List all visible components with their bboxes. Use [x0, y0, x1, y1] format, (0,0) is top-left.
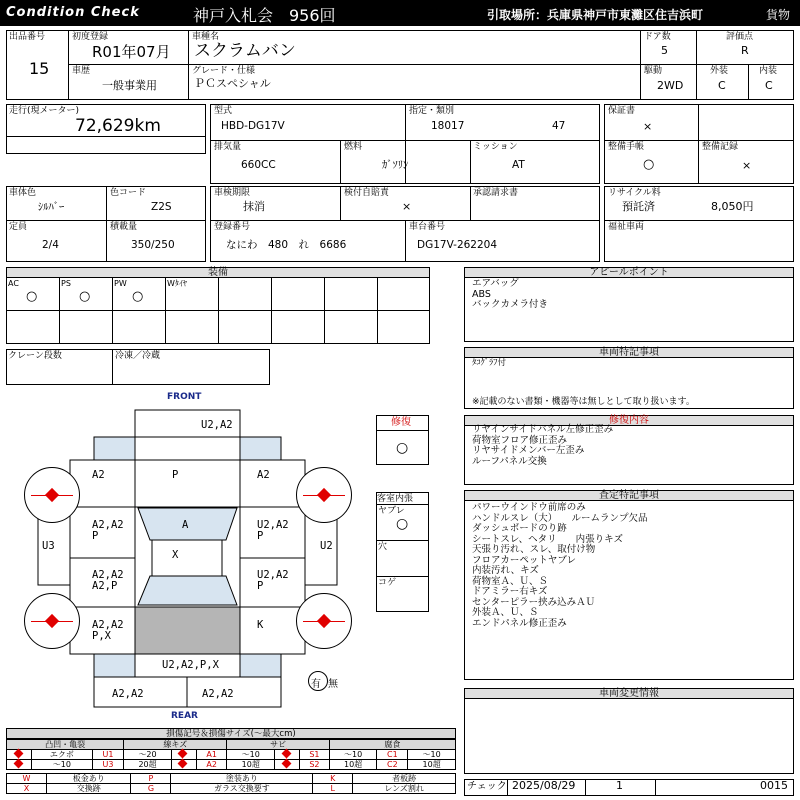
exterior: C — [718, 79, 726, 92]
legend-cell: 10超 — [408, 760, 456, 770]
equip-ps-label: PS — [61, 279, 71, 288]
change-info-header: 車両変更情報 — [464, 688, 794, 699]
color-code: Z2S — [151, 201, 172, 213]
mark-fl: A2 — [92, 469, 105, 481]
legend-cell: 〜20 — [124, 750, 172, 760]
cabin-hole-label: 穴 — [378, 542, 388, 552]
repair-item: ルーフパネル交換 — [472, 455, 547, 467]
check-code: 0015 — [760, 779, 788, 792]
pickup-location: 引取場所：兵庫県神戸市東灘区住吉浜町 — [487, 8, 704, 22]
interior: C — [765, 79, 773, 92]
note-item: センターピラー挟み込みＡＵ — [472, 596, 596, 608]
lot-no: 15 — [29, 59, 50, 78]
cabin-tear: ○ — [396, 516, 409, 532]
legend-group-rust: サビ — [227, 740, 329, 750]
autocheck: × — [402, 200, 412, 213]
spare-tire-yes: 有 — [311, 679, 321, 690]
load-label: 積載量 — [110, 222, 138, 232]
mark-l-door3: A2,A2 P,X — [92, 619, 124, 642]
fuel-label: 燃料 — [344, 142, 363, 152]
mark-roof: X — [172, 549, 179, 561]
car-name-label: 車種名 — [192, 32, 220, 42]
check-date: 2025/08/29 — [512, 779, 576, 792]
logo: Condition Check — [6, 5, 140, 20]
mission-label: ミッション — [473, 142, 518, 152]
crane-label: クレーン段数 — [8, 351, 62, 361]
recycle-status: 預託済 — [622, 200, 655, 213]
legend-cell: 〜10 — [227, 750, 275, 760]
legend-cell: エクボ — [32, 750, 93, 760]
maint-record: × — [742, 159, 752, 172]
chassis: DG17V-262204 — [417, 239, 498, 251]
legend-cell: U3 — [92, 760, 123, 770]
key-code: W — [7, 774, 47, 784]
change-info-box — [464, 698, 794, 774]
mark-r-door3: K — [257, 619, 264, 631]
check-num: 1 — [616, 779, 623, 792]
cabin-title: 客室内張 — [377, 494, 414, 504]
legend-cell: U1 — [92, 750, 123, 760]
lot-no-label: 出品番号 — [9, 32, 46, 42]
key-code: G — [131, 784, 171, 794]
designation1: 18017 — [431, 120, 465, 132]
history: 一般事業用 — [102, 79, 157, 92]
legend-table — [6, 739, 456, 770]
note-item: シートスレ、ヘタリ 内張りキズ — [472, 533, 623, 545]
mission: AT — [512, 159, 525, 171]
displacement: 660CC — [241, 159, 276, 171]
mark-l-door2: A2,A2 A2,P — [92, 569, 124, 592]
mark-top: U2,A2 — [201, 419, 233, 431]
mark-right: U2 — [320, 540, 333, 552]
repair-flag: ○ — [396, 440, 409, 456]
rear-label: REAR — [171, 711, 198, 721]
maint-record-label: 整備記録 — [702, 142, 739, 152]
interior-label: 内装 — [759, 66, 778, 76]
key-desc: 塗装あり — [171, 774, 313, 784]
special-note: ※記載のない書類・機器等は無しとして取り扱います。 — [472, 397, 695, 407]
load: 350/250 — [131, 239, 175, 251]
cabin-tear-label: ヤブレ — [378, 506, 405, 516]
inspect-notes-header: 査定特記事項 — [464, 490, 794, 501]
mark-bl: A2,A2 — [112, 688, 144, 700]
wheel-rr — [296, 593, 352, 649]
warranty: × — [643, 120, 653, 133]
mark-hood: P — [172, 469, 179, 481]
repair-item: リヤインサイドパネル左修正歪み — [472, 424, 614, 435]
key-desc: ガラス交換要す — [171, 784, 313, 794]
welfare-label: 福祉車両 — [608, 222, 645, 232]
category: 貨物 — [766, 8, 791, 22]
mark-br: A2,A2 — [202, 688, 234, 700]
drive: 2WD — [657, 79, 684, 92]
repair-item: リヤサイドメンバー左歪み — [472, 445, 585, 456]
warranty-label: 保証書 — [608, 106, 636, 116]
legend-group-dent: 凸凹・亀裂 — [7, 740, 124, 750]
note-item: ハンドルスレ（大） ルームランプ欠品 — [472, 512, 648, 524]
equipment-header: 装備 — [6, 267, 430, 278]
key-desc: レンズ割れ — [353, 784, 456, 794]
legend-cell: C2 — [377, 760, 408, 770]
appeal-list — [472, 279, 548, 311]
first-reg: R01年07月 — [92, 43, 171, 61]
wheel-rl — [24, 593, 80, 649]
rating-label: 評価点 — [726, 32, 754, 42]
note-item: ダッシュボードのり跡 — [472, 523, 567, 534]
model-label: 型式 — [214, 106, 233, 116]
note-item: パワーウインドウ前席のみ — [472, 502, 586, 513]
mileage: 72,629km — [75, 116, 161, 136]
legend — [6, 728, 456, 794]
legend-group-corrosion: 腐食 — [329, 740, 455, 750]
color: ｼﾙﾊﾞｰ — [38, 201, 65, 213]
auction-title: 神戸入札会 956回 — [193, 6, 336, 25]
legend-cell: 〜10 — [408, 750, 456, 760]
appeal-item: ABS — [472, 288, 491, 300]
key-desc: 者板跡 — [353, 774, 456, 784]
mark-rear-gate: U2,A2,P,X — [162, 659, 219, 671]
history-label: 車歴 — [72, 66, 91, 76]
special-header: 車両特記事項 — [464, 347, 794, 358]
legend-cell: A1 — [196, 750, 227, 760]
wheel-fr — [296, 467, 352, 523]
mark-r-door1: U2,A2 P — [257, 519, 289, 542]
recycle-label: リサイクル料 — [608, 188, 661, 198]
key-desc: 板金あり — [47, 774, 131, 784]
note-item: 外装Ａ、Ｕ、Ｓ — [472, 607, 539, 618]
legend-cell: 〜10 — [329, 750, 377, 760]
doors-label: ドア数 — [644, 32, 671, 42]
maint-book-label: 整備手帳 — [608, 142, 645, 152]
check-label: チェック — [467, 781, 507, 792]
legend-cell: 10超 — [329, 760, 377, 770]
designation2: 47 — [552, 120, 566, 132]
reg-no: なにわ 480 れ 6686 — [226, 239, 347, 251]
note-item: フロアカーペットヤブレ — [472, 554, 577, 566]
key-code: P — [131, 774, 171, 784]
special-item: ﾀｺｸﾞﾗﾌ付 — [472, 358, 507, 368]
model: HBD-DG17V — [221, 120, 285, 132]
first-reg-label: 初度登録 — [72, 32, 109, 42]
grade: ＰＣスペシャル — [194, 77, 271, 90]
exterior-label: 外装 — [710, 66, 729, 76]
note-item: ドアミラー右キズ — [472, 586, 548, 597]
front-label: FRONT — [167, 392, 202, 402]
note-item: 天張り汚れ、スレ、取付け物 — [472, 544, 596, 555]
legend-group-scratch: 線キズ — [124, 740, 227, 750]
capacity: 2/4 — [42, 239, 59, 251]
color-code-label: 色コード — [110, 188, 147, 198]
key-code: L — [313, 784, 353, 794]
legend-cell: 20超 — [124, 760, 172, 770]
capacity-label: 定員 — [9, 222, 28, 232]
drive-label: 駆動 — [644, 66, 663, 76]
equip-ac: ○ — [26, 289, 38, 304]
mark-r-door2: U2,A2 P — [257, 569, 289, 592]
freezer-label: 冷凍／冷蔵 — [115, 351, 161, 361]
displacement-label: 排気量 — [214, 142, 242, 152]
approval-label: 承認請求書 — [473, 188, 519, 198]
mark-windshield: A — [182, 519, 189, 531]
inspect-notes-list — [472, 503, 647, 629]
key-desc: 交換跡 — [47, 784, 131, 794]
key-code: K — [313, 774, 353, 784]
note-item: 荷物室Ａ、Ｕ、Ｓ — [472, 575, 549, 587]
repair-item: 荷物室フロア修正歪み — [472, 434, 568, 446]
legend-cell: 〜10 — [32, 760, 93, 770]
inspection-label: 車検期限 — [214, 188, 251, 198]
mark-l-door1: A2,A2 P — [92, 519, 124, 542]
mark-left: U3 — [42, 540, 55, 552]
legend-keys — [6, 773, 456, 794]
chassis-label: 車台番号 — [409, 222, 446, 232]
car-name: スクラムバン — [194, 41, 296, 61]
recycle-amount: 8,050円 — [711, 200, 754, 213]
legend-cell: C1 — [377, 750, 408, 760]
equip-ps: ○ — [79, 289, 91, 304]
appeal-item: エアバッグ — [472, 278, 519, 289]
inspection: 抹消 — [243, 200, 265, 213]
legend-cell: 10超 — [227, 760, 275, 770]
grade-label: グレード・仕様 — [192, 66, 256, 76]
equip-pw-label: PW — [114, 279, 127, 288]
note-item: エンドパネル修正歪み — [472, 617, 567, 629]
equip-pw: ○ — [132, 289, 144, 304]
legend-title: 損傷記号＆損傷サイズ(〜最大cm) — [6, 728, 456, 739]
doors: 5 — [661, 44, 668, 57]
autocheck-label: 検付自賠責 — [344, 188, 390, 198]
legend-cell: A2 — [196, 760, 227, 770]
fuel: ｶﾞｿﾘﾝ — [382, 159, 409, 171]
repair-list — [472, 425, 613, 467]
wheel-fl — [24, 467, 80, 523]
equip-wtire-label: Wﾀｲﾔ — [167, 279, 187, 288]
appeal-header: アピールポイント — [464, 267, 794, 278]
note-item: 内装汚れ、キズ — [472, 565, 539, 576]
maint-book: ○ — [643, 157, 655, 172]
spare-tire-no: 無 — [328, 679, 338, 690]
repair-flag-label: 修復 — [391, 417, 411, 428]
legend-cell: S2 — [300, 760, 330, 770]
repair-title: 修復内容 — [609, 415, 649, 426]
mileage-label: 走行(現メーター) — [9, 106, 80, 116]
key-code: X — [7, 784, 47, 794]
color-label: 車体色 — [9, 188, 37, 198]
rating: R — [741, 44, 749, 57]
reg-no-label: 登録番号 — [214, 222, 251, 232]
mark-fr: A2 — [257, 469, 270, 481]
cabin-burn-label: コゲ — [378, 578, 397, 588]
designation-label: 指定・類別 — [409, 106, 455, 116]
legend-cell: S1 — [300, 750, 330, 760]
equip-ac-label: AC — [8, 279, 19, 288]
appeal-item: バックカメラ付き — [472, 299, 549, 310]
